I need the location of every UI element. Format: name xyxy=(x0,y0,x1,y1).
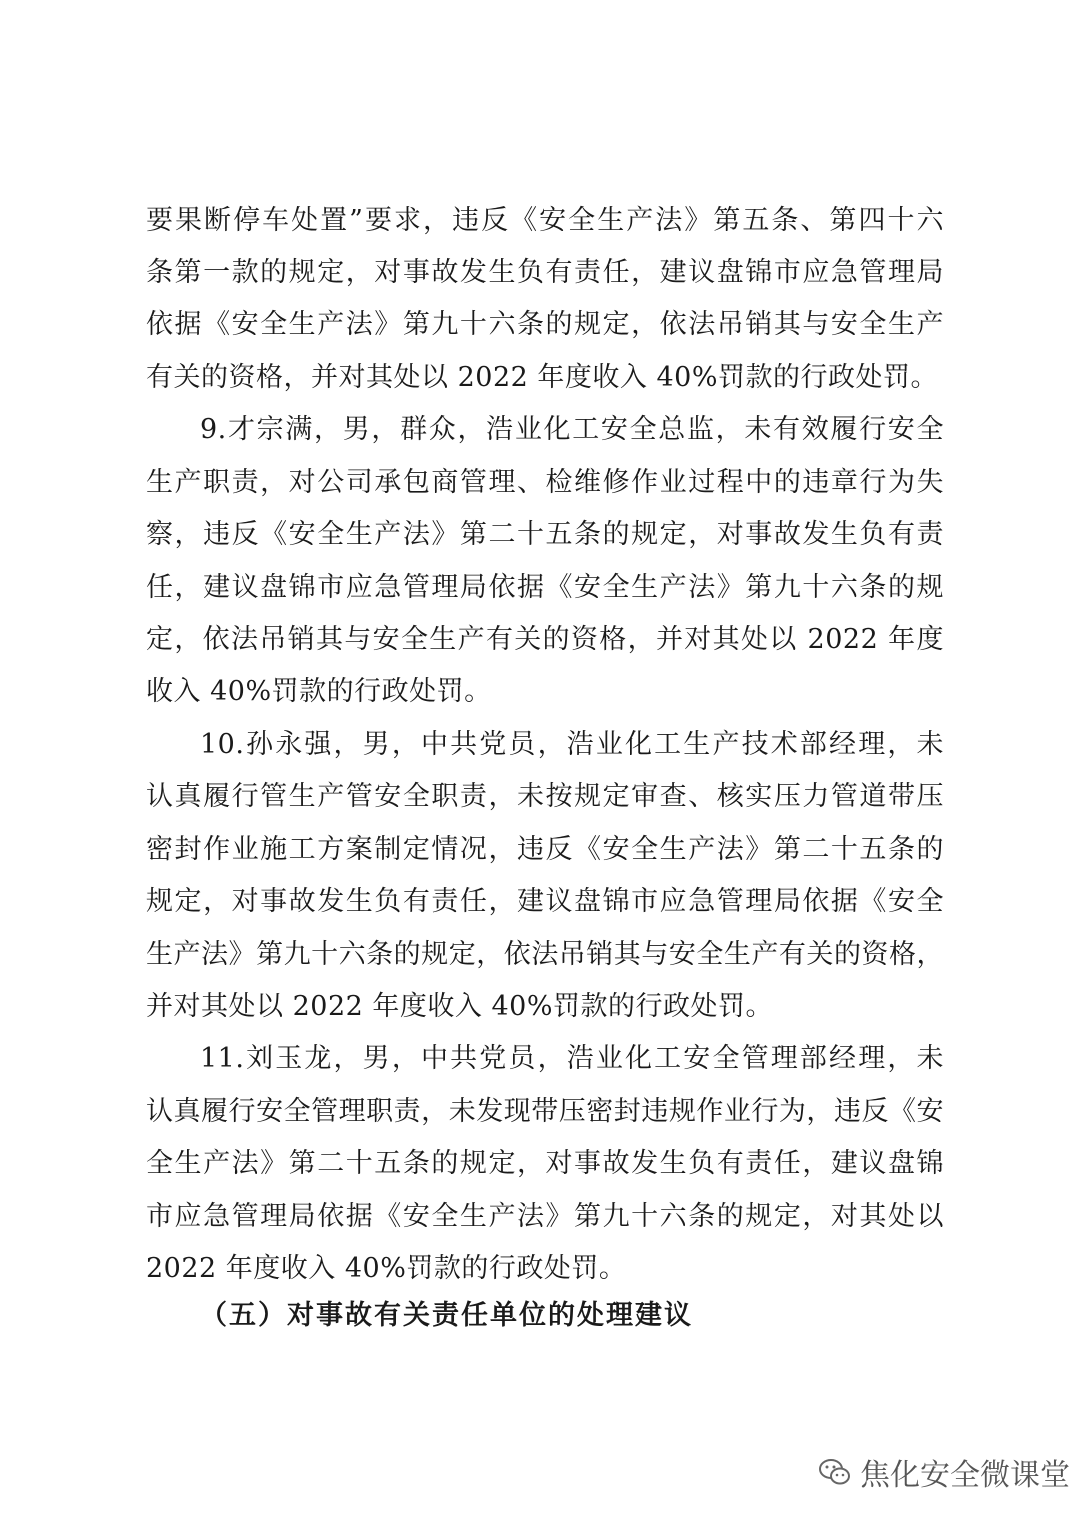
paragraph-line: 密封作业施工方案制定情况，违反《安全生产法》第二十五条的 xyxy=(146,834,944,865)
watermark xyxy=(818,1450,1070,1494)
paragraph-line: 定，依法吊销其与安全生产有关的资格，并对其处以 2022 年度 xyxy=(146,624,944,655)
paragraph-line: 11.刘玉龙，男，中共党员，浩业化工安全管理部经理，未 xyxy=(200,1043,944,1074)
paragraph-line: 收入 40%罚款的行政处罚。 xyxy=(146,676,492,707)
paragraph-line: 要果断停车处置”要求，违反《安全生产法》第五条、第四十六 xyxy=(146,205,944,236)
paragraph-line: 察，违反《安全生产法》第二十五条的规定，对事故发生负有责 xyxy=(146,519,944,550)
paragraph-line: 市应急管理局依据《安全生产法》第九十六条的规定，对其处以 xyxy=(146,1201,944,1232)
paragraph-line: 认真履行管生产管安全职责，未按规定审查、核实压力管道带压 xyxy=(146,781,944,812)
wechat-icon xyxy=(818,1457,852,1487)
paragraph-line: 10.孙永强，男，中共党员，浩业化工生产技术部经理，未 xyxy=(200,729,944,760)
paragraph-line: 生产职责，对公司承包商管理、检维修作业过程中的违章行为失 xyxy=(146,467,944,498)
paragraph-line: 依据《安全生产法》第九十六条的规定，依法吊销其与安全生产 xyxy=(146,309,944,340)
section-heading: （五）对事故有关责任单位的处理建议 xyxy=(200,1300,693,1331)
paragraph-line: 认真履行安全管理职责，未发现带压密封违规作业行为，违反《安 xyxy=(146,1096,944,1127)
paragraph-line: 全生产法》第二十五条的规定，对事故发生负有责任，建议盘锦 xyxy=(146,1148,944,1179)
paragraph-line: 条第一款的规定，对事故发生负有责任，建议盘锦市应急管理局 xyxy=(146,257,944,288)
paragraph-line: 9.才宗满，男，群众，浩业化工安全总监，未有效履行安全 xyxy=(200,414,944,445)
paragraph-line: 有关的资格，并对其处以 2022 年度收入 40%罚款的行政处罚。 xyxy=(146,362,938,393)
paragraph-line: 任，建议盘锦市应急管理局依据《安全生产法》第九十六条的规 xyxy=(146,572,944,603)
watermark-text: 焦化安全微课堂 xyxy=(860,1458,1070,1493)
paragraph-line: 生产法》第九十六条的规定，依法吊销其与安全生产有关的资格， xyxy=(146,939,944,970)
paragraph-line: 2022 年度收入 40%罚款的行政处罚。 xyxy=(146,1253,627,1284)
paragraph-line: 并对其处以 2022 年度收入 40%罚款的行政处罚。 xyxy=(146,991,773,1022)
paragraph-line: 规定，对事故发生负有责任，建议盘锦市应急管理局依据《安全 xyxy=(146,886,944,917)
